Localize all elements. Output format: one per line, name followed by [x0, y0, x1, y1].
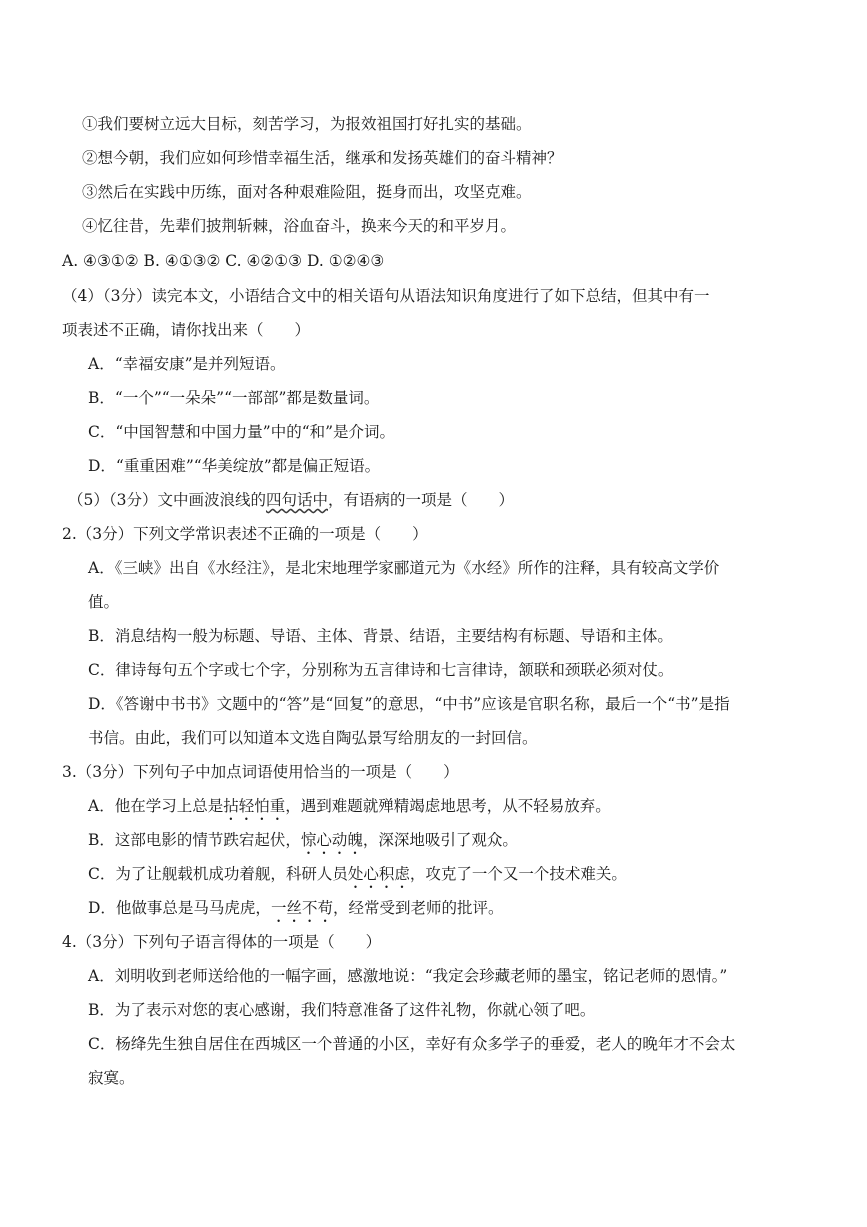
q3-b-post: ，深深地吸引了观众。 [362, 831, 518, 849]
q1-4-option-b: B．“一个”“一朵朵”“一部部”都是数量词。 [88, 389, 380, 407]
q3-option-d [88, 898, 503, 926]
q3-a-dotted-term: 拈轻怕重 [223, 797, 286, 815]
sentence-3: ③然后在实践中历练，面对各种艰难险阻，挺身而出，攻坚克难。 [82, 183, 532, 201]
q3-option-b [88, 830, 518, 858]
q4-stem: 4.（3分）下列句子语言得体的一项是（ ） [62, 933, 382, 951]
q2-option-a-line2: 值。 [88, 593, 120, 611]
q2-option-a-line1: A．《三峡》出自《水经注》，是北宋地理学家郦道元为《水经》所作的注释，具有较高文学价 [88, 559, 720, 577]
q2-option-b: B．消息结构一般为标题、导语、主体、背景、结语，主要结构有标题、导语和主体。 [88, 627, 673, 645]
q4-option-a: A．刘明收到老师送给他的一幅字画，感激地说：“我定会珍藏老师的墨宝，铭记老师的恩情。” [88, 967, 728, 985]
q3-b-dotted-term: 惊心动魄 [300, 831, 363, 849]
q1-4-stem-line2: 项表述不正确，请你找出来（ ） [62, 321, 311, 339]
q3-c-pre: C．为了让舰载机成功着舰，科研人员 [88, 865, 348, 883]
q2-option-d-line2: 书信。由此，我们可以知道本文选自陶弘景写给朋友的一封回信。 [88, 729, 538, 747]
order-options: A. ④③①② B. ④①③② C. ④②①③ D. ①②④③ [62, 252, 385, 270]
q1-4-option-d: D．“重重困难”“华美绽放”都是偏正短语。 [88, 457, 381, 475]
q1-5-prefix: （5）（3分）文中画波浪线的 [68, 491, 266, 509]
sentence-1: ①我们要树立远大目标，刻苦学习，为报效祖国打好扎实的基础。 [82, 115, 532, 133]
q1-5-stem [68, 490, 514, 510]
q3-stem: 3.（3分）下列句子中加点词语使用恰当的一项是（ ） [62, 763, 459, 781]
q3-a-post: ，遇到难题就殚精竭虑地思考，从不轻易放弃。 [285, 797, 611, 815]
q3-c-post: ，攻克了一个又一个技术难关。 [409, 865, 627, 883]
q1-4-option-c: C．“中国智慧和中国力量”中的“和”是介词。 [88, 423, 396, 441]
q4-option-b: B．为了表示对您的衷心感谢，我们特意准备了这件礼物，你就心领了吧。 [88, 1001, 596, 1019]
q1-5-wavy-text: 四句话中 [265, 491, 328, 509]
q4-option-c-line1: C．杨绛先生独自居住在西城区一个普通的小区，幸好有众多学子的垂爱，老人的晚年才不会太 [88, 1035, 736, 1053]
q3-a-pre: A．他在学习上总是 [88, 797, 224, 815]
q1-4-option-a: A．“幸福安康”是并列短语。 [88, 355, 286, 373]
sentence-4: ④忆往昔，先辈们披荆斩棘，浴血奋斗，换来今天的和平岁月。 [82, 217, 517, 235]
q3-d-dotted-term: 一丝不苟 [270, 899, 333, 917]
q3-b-pre: B．这部电影的情节跌宕起伏， [88, 831, 301, 849]
q3-d-post: ，经常受到老师的批评。 [332, 899, 504, 917]
q4-option-c-line2: 寂寞。 [88, 1069, 135, 1087]
sentence-2: ②想今朝，我们应如何珍惜幸福生活，继承和发扬英雄们的奋斗精神？ [82, 149, 563, 167]
q3-d-pre: D．他做事总是马马虎虎， [88, 899, 271, 917]
q2-option-c: C．律诗每句五个字或七个字，分别称为五言律诗和七言律诗，颔联和颈联必须对仗。 [88, 661, 674, 679]
q3-option-c [88, 864, 627, 892]
q1-5-suffix: ，有语病的一项是（ ） [328, 491, 515, 509]
q2-option-d-line1: D．《答谢中书书》文题中的“答”是“回复”的意思，“中书”应该是官职名称，最后一个“书”是指 [88, 695, 730, 713]
q1-4-stem-line1: （4）（3分）读完本文，小语结合文中的相关语句从语法知识角度进行了如下总结，但其中有一 [62, 287, 710, 305]
q3-option-a [88, 796, 611, 824]
q2-stem: 2.（3分）下列文学常识表述不正确的一项是（ ） [62, 525, 428, 543]
q3-c-dotted-term: 处心积虑 [347, 865, 410, 883]
